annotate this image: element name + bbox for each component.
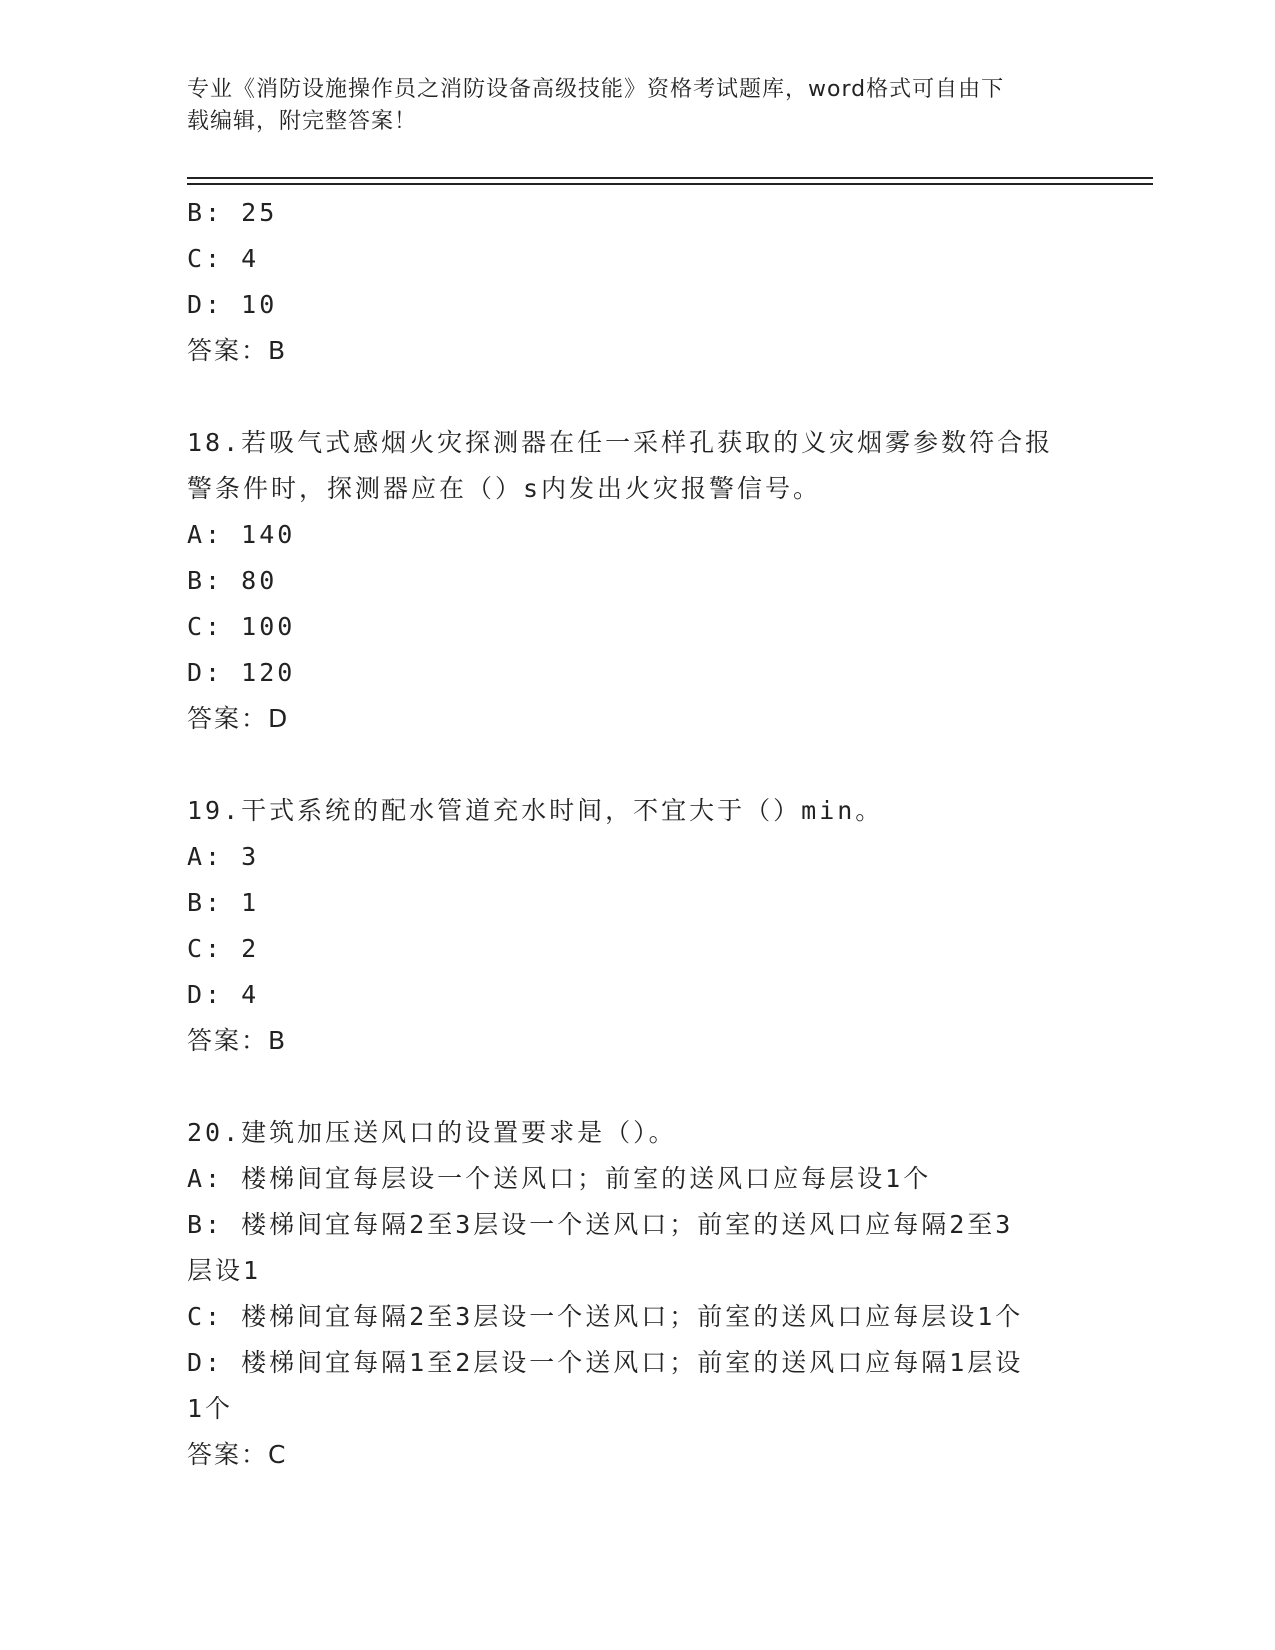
answer: 答案：D — [187, 704, 290, 733]
answer: 答案：C — [187, 1440, 288, 1469]
option-a: A: 140 — [187, 520, 296, 549]
question-stem: 20.建筑加压送风口的设置要求是（）。 — [187, 1118, 677, 1147]
header-divider-bottom — [187, 183, 1153, 185]
question-20 — [187, 1110, 1087, 1478]
question-17-partial — [187, 190, 1087, 374]
option-d-continued: 1个 — [187, 1394, 234, 1423]
question-stem: 18.若吸气式感烟火灾探测器在任一采样孔获取的义灾烟雾参数符合报 — [187, 428, 1054, 457]
option-c: C: 楼梯间宜每隔2至3层设一个送风口；前室的送风口应每层设1个 — [187, 1302, 1024, 1331]
question-18 — [187, 420, 1087, 742]
option-d: D: 楼梯间宜每隔1至2层设一个送风口；前室的送风口应每隔1层设 — [187, 1348, 1024, 1377]
option-d: D: 4 — [187, 980, 260, 1009]
option-d: D: 120 — [187, 658, 296, 687]
option-b: B: 1 — [187, 888, 260, 917]
answer: 答案：B — [187, 1026, 288, 1055]
header-divider-top — [187, 177, 1153, 179]
option-c: C: 100 — [187, 612, 296, 641]
header-line-2: 载编辑，附完整答案！ — [187, 109, 418, 134]
option-a: A: 楼梯间宜每层设一个送风口；前室的送风口应每层设1个 — [187, 1164, 932, 1193]
question-19 — [187, 788, 1087, 1064]
option-b: B: 80 — [187, 566, 278, 595]
option-d: D: 10 — [187, 290, 278, 319]
document-header — [187, 74, 1067, 138]
option-b: B: 25 — [187, 198, 278, 227]
option-c: C: 2 — [187, 934, 260, 963]
answer: 答案：B — [187, 336, 288, 365]
option-b-continued: 层设1 — [187, 1256, 262, 1285]
header-line-1: 专业《消防设施操作员之消防设备高级技能》资格考试题库，word格式可自由下 — [187, 77, 1005, 102]
question-stem-continued: 警条件时，探测器应在（）s内发出火灾报警信号。 — [187, 474, 822, 503]
question-list — [187, 190, 1087, 1478]
option-c: C: 4 — [187, 244, 260, 273]
question-stem: 19.干式系统的配水管道充水时间，不宜大于（）min。 — [187, 796, 884, 825]
option-a: A: 3 — [187, 842, 260, 871]
option-b: B: 楼梯间宜每隔2至3层设一个送风口；前室的送风口应每隔2至3 — [187, 1210, 1014, 1239]
